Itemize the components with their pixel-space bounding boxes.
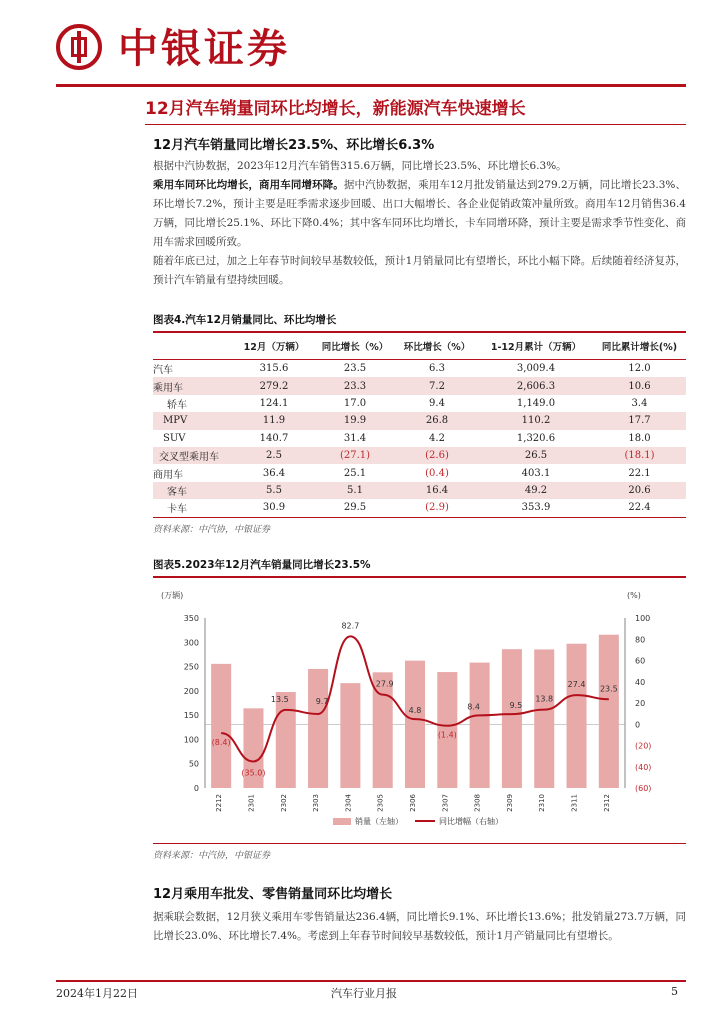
table-cell: 26.8 xyxy=(395,412,479,429)
table-cell: (27.1) xyxy=(315,447,395,464)
data-label: 27.4 xyxy=(567,679,586,689)
sales-table xyxy=(153,333,686,517)
left-axis-unit: (万辆) xyxy=(161,590,184,600)
table-header-cell xyxy=(153,333,233,360)
table-cell: 315.6 xyxy=(259,363,289,375)
table-cell: 6.3 xyxy=(429,363,445,375)
bar-sales xyxy=(308,668,328,787)
left-tick-label: 250 xyxy=(183,662,199,672)
x-tick-label: 2304 xyxy=(344,793,353,812)
section1-paragraph-2-lead: 乘用车同环比均增长，商用车同增环降。 xyxy=(153,179,344,191)
bar-sales xyxy=(599,634,619,787)
data-label: 23.5 xyxy=(599,683,618,693)
table-cell: 5.1 xyxy=(315,482,395,499)
table-row xyxy=(153,395,686,412)
section1-paragraph-3: 随着年底已过，加之上年春节时间较早基数较低，预计1月销量同比有望增长，环比小幅下降。后续随着经济复苏，预计汽车销量有望持续回暖。 xyxy=(153,255,686,286)
left-tick-label: 0 xyxy=(193,783,199,793)
table-row xyxy=(153,360,686,378)
table-row xyxy=(153,482,686,499)
x-tick-label: 2310 xyxy=(538,793,547,812)
table-row-label: 客车 xyxy=(153,482,233,499)
table-cell: (0.4) xyxy=(425,467,449,479)
table-header-cell: 同比累计增长(%) xyxy=(593,333,686,360)
page-number: 5 xyxy=(671,985,678,998)
table-cell: 9.4 xyxy=(429,397,445,409)
table-header-cell: 1-12月累计（万辆） xyxy=(479,333,593,360)
table-row-label: 轿车 xyxy=(167,399,187,411)
left-tick-label: 300 xyxy=(183,637,199,647)
table-cell: 140.7 xyxy=(259,432,289,444)
bar-sales xyxy=(405,660,425,787)
figure5-caption: 图表5.2023年12月汽车销量同比增长23.5% xyxy=(153,558,371,571)
table-row-label: 乘用车 xyxy=(153,377,233,394)
table-cell: 36.4 xyxy=(262,467,286,479)
table-cell: 2.5 xyxy=(233,447,315,464)
table-cell: 19.9 xyxy=(315,412,395,429)
brand-name: 中银证券 xyxy=(118,26,290,72)
table-cell: 23.3 xyxy=(315,377,395,394)
x-tick-label: 2306 xyxy=(409,793,417,812)
bar-sales xyxy=(502,649,522,788)
section2-paragraph-1: 据乘联会数据，12月狭义乘用车零售销量达236.4辆，同比增长9.1%、环比增长13.6%；批发销量273.7万辆，同比增长23.0%、环比增长7.4%。考虑到上年春节时间较早基数较低，预计1月产销量同比有望增长。 xyxy=(153,910,686,942)
table-cell: 7.2 xyxy=(395,377,479,394)
x-tick-label: 2212 xyxy=(215,793,224,812)
header-rule xyxy=(56,84,686,87)
table-cell: 49.2 xyxy=(479,482,593,499)
left-tick-label: 50 xyxy=(188,759,199,769)
x-tick-label: 2312 xyxy=(602,793,611,812)
right-tick-label: (60) xyxy=(635,783,652,793)
table-header-cell: 同比增长（%） xyxy=(315,333,395,360)
table-cell: 22.4 xyxy=(628,502,651,514)
table-row-label: SUV xyxy=(163,432,186,444)
banner-rule xyxy=(145,124,686,125)
left-tick-label: 350 xyxy=(183,613,199,623)
sales-chart xyxy=(153,578,686,843)
x-tick-label: 2308 xyxy=(473,793,482,812)
legend-label-line: 同比增幅（右轴） xyxy=(439,816,503,826)
bar-sales xyxy=(211,663,231,787)
data-label: 82.7 xyxy=(341,620,360,630)
bank-logo-icon xyxy=(56,24,102,70)
section2-heading: 12月乘用车批发、零售销量同环比均增长 xyxy=(153,886,393,902)
table4-bottom-rule xyxy=(153,517,686,518)
right-tick-label: (20) xyxy=(635,741,652,751)
table-cell: 5.5 xyxy=(233,482,315,499)
x-tick-label: 2301 xyxy=(247,793,256,812)
section1-paragraph-1: 根据中汽协数据，2023年12月汽车销售315.6万辆，同比增长23.5%、环比增长6.3%。 xyxy=(153,160,567,172)
footer-title: 汽车行业月报 xyxy=(331,987,397,1000)
table-cell: 25.1 xyxy=(343,467,367,479)
table-header-cell: 12月（万辆） xyxy=(233,333,315,360)
footer-rule xyxy=(56,980,686,982)
table-cell: 279.2 xyxy=(233,377,315,394)
table-cell: 403.1 xyxy=(521,467,551,479)
table4-caption: 图表4.汽车12月销量同比、环比均增长 xyxy=(153,314,337,326)
right-tick-label: 60 xyxy=(635,656,646,666)
table-row xyxy=(153,447,686,464)
bar-sales xyxy=(340,683,360,788)
data-label: 9.5 xyxy=(509,700,523,710)
right-tick-label: 80 xyxy=(635,634,646,644)
right-axis-unit: (%) xyxy=(627,590,641,600)
table-row-label: MPV xyxy=(153,412,233,429)
table-row-label: 交叉型乘用车 xyxy=(153,447,233,464)
table-cell: 18.0 xyxy=(628,432,651,444)
left-tick-label: 150 xyxy=(183,710,199,720)
table-cell: 17.7 xyxy=(593,412,686,429)
right-tick-label: 100 xyxy=(635,613,651,623)
table-cell: 30.9 xyxy=(262,502,286,514)
table-header-cell: 环比增长（%） xyxy=(395,333,479,360)
table-cell: (2.9) xyxy=(425,502,449,514)
table-row xyxy=(153,464,686,481)
sales-chart-svg xyxy=(153,578,686,843)
table-cell: 20.6 xyxy=(593,482,686,499)
table-cell: (18.1) xyxy=(593,447,686,464)
table-body xyxy=(153,360,686,517)
table-cell: 1,149.0 xyxy=(516,397,556,409)
left-tick-label: 100 xyxy=(183,734,199,744)
table-row xyxy=(153,430,686,447)
x-tick-label: 2302 xyxy=(279,793,288,812)
table-cell: 17.0 xyxy=(343,397,367,409)
table-row-label: 汽车 xyxy=(153,365,173,377)
right-tick-label: 20 xyxy=(635,698,646,708)
bar-sales xyxy=(470,662,490,787)
table-cell: 1,320.6 xyxy=(516,432,556,444)
legend-swatch-bars xyxy=(333,818,351,825)
data-label: 4.8 xyxy=(408,705,422,715)
footer-date: 2024年1月22日 xyxy=(56,987,138,1000)
right-tick-label: 0 xyxy=(635,719,641,729)
table-cell: 110.2 xyxy=(479,412,593,429)
bar-sales xyxy=(534,649,554,788)
table-cell: 26.5 xyxy=(479,447,593,464)
bar-sales xyxy=(276,692,296,788)
x-tick-label: 2307 xyxy=(441,793,450,812)
table-cell: 4.2 xyxy=(429,432,445,444)
table-cell: (2.6) xyxy=(395,447,479,464)
table-row-label: 卡车 xyxy=(167,504,187,516)
table-cell: 353.9 xyxy=(521,502,551,514)
data-label: 13.8 xyxy=(535,694,554,704)
banner-title: 12月汽车销量同环比均增长，新能源汽车快速增长 xyxy=(145,99,526,119)
data-label: 9.7 xyxy=(315,696,329,706)
table-cell: 12.0 xyxy=(628,363,651,375)
table-row xyxy=(153,499,686,516)
x-tick-label: 2303 xyxy=(312,793,321,812)
table-row xyxy=(153,412,686,429)
table-cell: 16.4 xyxy=(395,482,479,499)
page-header xyxy=(56,24,686,84)
table-cell: 31.4 xyxy=(343,432,367,444)
data-label: 13.5 xyxy=(270,694,289,704)
table-row-label: 商用车 xyxy=(153,469,183,481)
table-cell: 3.4 xyxy=(631,397,648,409)
table4-source: 资料来源：中汽协，中银证券 xyxy=(153,524,271,535)
data-label: 8.4 xyxy=(467,701,480,711)
banner xyxy=(145,96,686,122)
data-label: 27.9 xyxy=(375,679,394,689)
table-cell: 11.9 xyxy=(233,412,315,429)
table-cell: 10.6 xyxy=(593,377,686,394)
data-label: (35.0) xyxy=(241,767,266,777)
table-cell: 2,606.3 xyxy=(479,377,593,394)
section1-paragraph-2-body: 据中汽协数据，乘用车12月批发销量达到279.2万辆，同比增长23.3%、环比增长7.2%，预计主要是旺季需求逐步回暖、出口大幅增长、各企业促销政策冲量所致。商用车12月销售36.4万辆，同比增长25.1%、环比下降0.4%；其中客车同环比均增长，卡车同增环降，预计主要是需求季节性变化、商用车需求回暖所致。 xyxy=(153,179,686,248)
table-header-row xyxy=(153,333,686,360)
table-cell: 124.1 xyxy=(259,397,289,409)
table-row xyxy=(153,377,686,394)
table-cell: 3,009.4 xyxy=(516,363,556,375)
table-cell: 23.5 xyxy=(343,363,367,375)
right-tick-label: 40 xyxy=(635,677,646,687)
right-tick-label: (40) xyxy=(635,762,652,772)
section1-paragraph-2 xyxy=(153,176,686,252)
table-cell: 29.5 xyxy=(343,502,367,514)
figure5-source: 资料来源：中汽协，中银证券 xyxy=(153,850,271,861)
bar-sales xyxy=(567,643,587,787)
table-cell: 22.1 xyxy=(628,467,651,479)
section1-heading: 12月汽车销量同比增长23.5%、环比增长6.3% xyxy=(153,138,435,153)
data-label: (8.4) xyxy=(211,737,231,747)
x-tick-label: 2309 xyxy=(505,793,514,812)
x-tick-label: 2311 xyxy=(570,793,579,812)
data-label: (1.4) xyxy=(437,730,457,740)
x-tick-label: 2305 xyxy=(376,793,385,812)
main-content xyxy=(153,128,686,946)
left-tick-label: 200 xyxy=(183,686,199,696)
legend-label-bars: 销量（左轴） xyxy=(355,816,403,826)
